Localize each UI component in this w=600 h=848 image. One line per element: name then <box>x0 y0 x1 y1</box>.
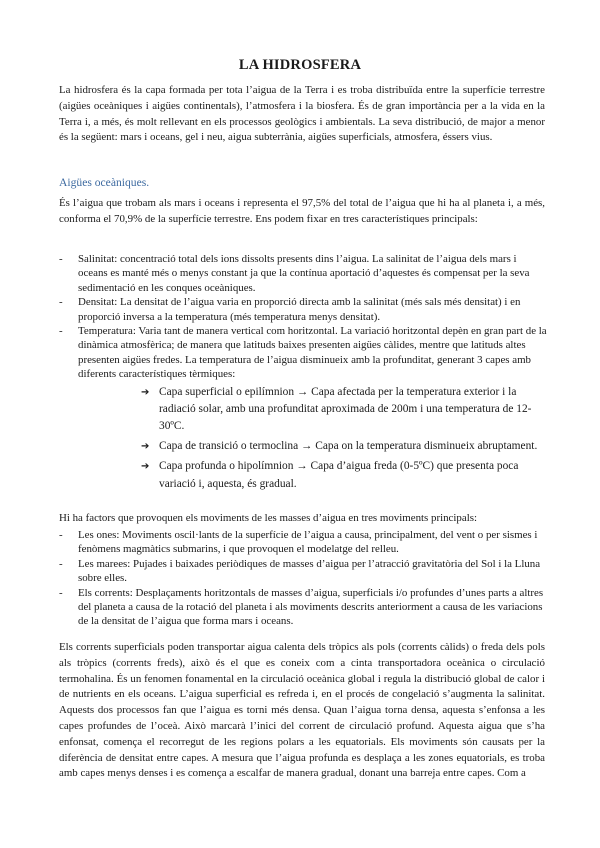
list-marker: - <box>59 586 63 599</box>
list-item-text: Densitat: La densitat de l’aigua varia en proporció directa amb la salinitat (més sals més densitat) i en proporció inversa a la temperatura (més temperatura menys densitat). <box>78 296 521 323</box>
list-item-salinity <box>59 252 547 295</box>
section-heading-oceanic-waters: Aigües oceàniques. <box>59 176 150 189</box>
list-item-text: Salinitat: concentració total dels ions dissolts presents dins l’aigua. La salinitat de l’aigua dels mars i oceans es manté més o menys constant ja que la contínua aportació d’aquestes és compensat per la seva sedimentació en les conques oceàniques. <box>78 253 530 294</box>
list-item-density <box>59 295 547 324</box>
list-item-text: Les ones: Moviments oscil·lants de la superfície de l’aigua a causa, principalment, del vent o per sismes i fenòmens magmàtics submarins, i que provoquen el modelatge del relleu. <box>78 529 538 556</box>
characteristics-list <box>59 252 547 496</box>
arrow-right-icon: ➔ <box>141 386 150 398</box>
layer-item-text: Capa superficial o epilímnion → Capa afectada per la temperatura exterior i la radiació solar, amb una profunditat aproximada de 200m i una temperatura de 12-30ºC. <box>159 385 532 433</box>
list-item-currents <box>59 586 547 629</box>
thermal-layers-list <box>78 384 547 493</box>
list-item-waves <box>59 528 547 557</box>
list-item-tides <box>59 557 547 586</box>
currents-paragraph: Els corrents superficials poden transportar aigua calenta dels tròpics als pols (corrents càlids) o freda dels pols als tròpics (corrents freds), això és el que es coneix com a cinta transportadora oceànica o circulació termohalina. És un fenomen fonamental en la circulació oceànica global i regula la distribució global de calor i de nutrients en els oceans. L’aigua superficial es refreda i, en el procés de congelació s’augmenta la salinitat. Aquests dos processos fan que l’aigua es torni més densa. Quan l’aigua torna densa, aquesta s’enfonsa a les capes profundes de l’oceà. Això marcarà l’inici del corrent de circulació profund. Aquesta aigua que s’ha enfonsat, comença el recorregut de les regions polars a les equatorials. Els moviments són causats per la diferència de densitat entre capes. A mesura que l’aigua profunda es desplaça a les zones equatorials, es troba amb capes menys denses i es comença a escalfar de manera gradual, donant una barreja entre capes. Com a <box>59 641 545 780</box>
list-marker: - <box>59 325 63 338</box>
list-item-temperature <box>59 324 547 493</box>
list-marker: - <box>59 529 63 541</box>
list-marker: - <box>59 253 63 265</box>
layer-item-text: Capa de transició o termoclina → Capa on la temperatura disminueix abruptament. <box>159 440 538 453</box>
list-item-text: Les marees: Pujades i baixades periòdiques de masses d’aigua per l’atracció gravitatòria del Sol i la Lluna sobre elles. <box>78 557 541 585</box>
layer-item-thermocline <box>78 438 547 455</box>
list-item-text: Els corrents: Desplaçaments horitzontals de masses d’aigua, superficials i/o profundes d’unes parts a altres del planeta a causa de la rotació del planeta i als moviments descrits anteriorment a causa de les variacions de la densitat de l’aigua que forma mars i oceans. <box>78 586 544 628</box>
intro-paragraph: La hidrosfera és la capa formada per tota l’aigua de la Terra i es troba distribuïda entre la superfície terrestre (aigües oceàniques i aigües continentals), l’atmosfera i la biosfera. És de gran importància per a la vida en la Terra i, a més, és molt rellevant en els processos geològics i ambientals. La seva distribució, de major a menor és la següent: mars i oceans, gel i neu, aigua subterrània, aigües superficials, atmosfera, éssers vius. <box>59 84 545 144</box>
page-title: LA HIDROSFERA <box>238 57 362 73</box>
list-item-text: Temperatura: Varia tant de manera vertical com horitzontal. La variació horitzontal depèn en gran part de la dinàmica atmosfèrica; de manera que latituds baixes presenten aigües càlides, mentre que latituds altes presenten aigües fredes. La temperatura de l’aigua disminueix amb la profunditat, generant 3 capes amb diferents característiques tèrmiques: <box>78 325 547 381</box>
arrow-right-icon: ➔ <box>141 461 150 473</box>
layer-item-hypolimnion <box>78 458 547 492</box>
movements-intro-paragraph: Hi ha factors que provoquen els moviments de les masses d’aigua en tres moviments principals: <box>59 512 477 524</box>
arrow-right-icon: ➔ <box>141 441 150 453</box>
movements-list <box>59 528 547 629</box>
layer-item-text: Capa profunda o hipolímnion → Capa d’aigua freda (0-5ºC) que presenta poca variació i, aquesta, és gradual. <box>159 460 519 490</box>
layer-item-epilimnion <box>78 384 547 436</box>
oceanic-intro-paragraph: És l’aigua que trobam als mars i oceans i representa el 97,5% del total de l’aigua que hi ha al planeta i, a més, conforma el 70,9% de la superfície terrestre. Ens podem fixar en tres característiques principals: <box>59 197 545 225</box>
list-marker: - <box>59 296 63 309</box>
list-marker: - <box>59 557 63 570</box>
